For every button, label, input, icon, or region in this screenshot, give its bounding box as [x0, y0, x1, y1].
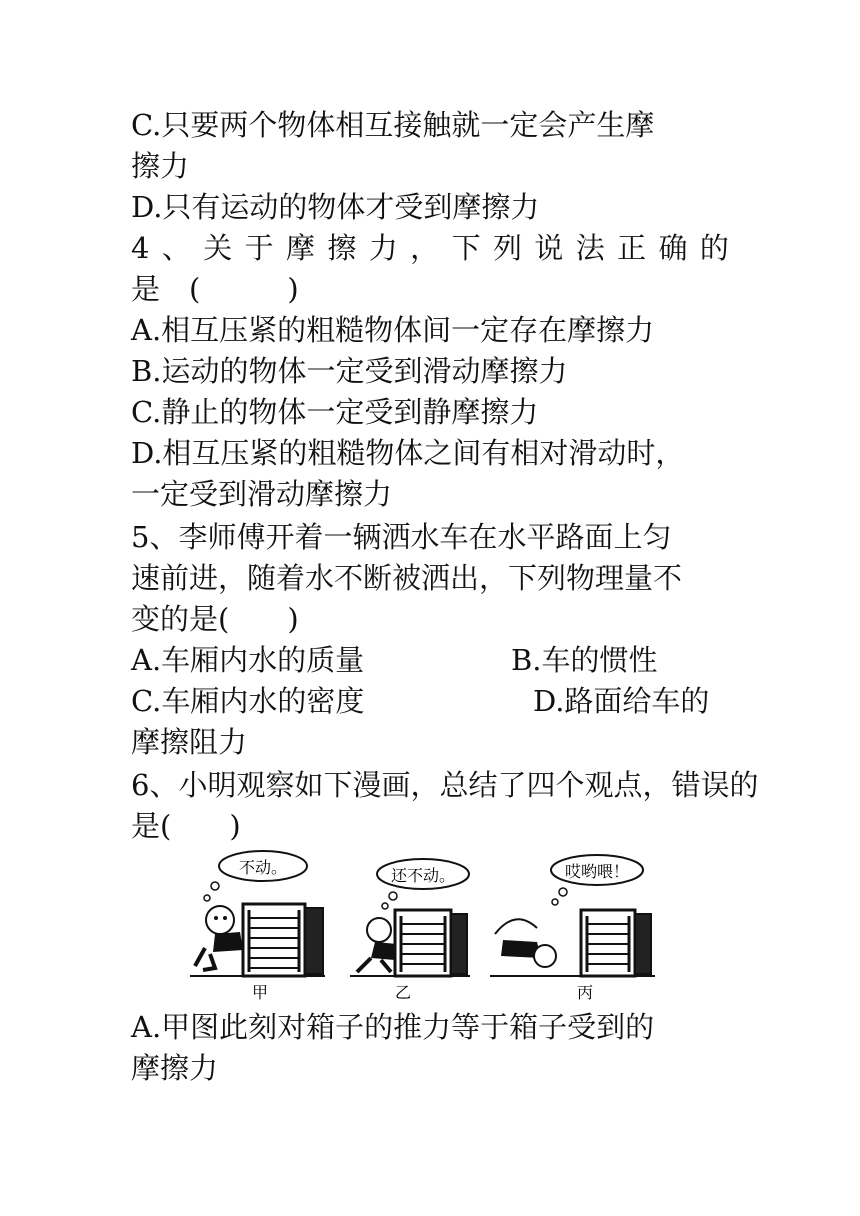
- panel-caption-jia: 甲: [251, 983, 269, 1002]
- question-5-stem-line1: 5、李师傅开着一辆洒水车在水平路面上匀: [131, 520, 672, 554]
- q5-option-c: C.车厢内水的密度: [131, 684, 365, 718]
- bubble-text: 不动。: [238, 858, 288, 877]
- q4-option-d-line2: 一定受到滑动摩擦力: [131, 477, 393, 511]
- q6-option-a-line2: 摩擦力: [131, 1051, 219, 1085]
- panel-caption-yi: 乙: [394, 983, 412, 1002]
- q4-option-c: C.静止的物体一定受到静摩擦力: [131, 395, 539, 429]
- q3-option-c-line2: 擦力: [131, 149, 190, 183]
- q4-option-b: B.运动的物体一定受到滑动摩擦力: [131, 354, 568, 388]
- q4-char: 说: [534, 231, 564, 265]
- question-4-stem-line1: [131, 228, 729, 269]
- panel-jia: [190, 851, 325, 1002]
- question-6-stem-line2: 是( ): [131, 809, 241, 843]
- person-body: [213, 932, 243, 952]
- q5-options-ab: [131, 640, 729, 681]
- question-5-stem-line3: 变的是( ): [131, 602, 299, 636]
- q4-char: 力: [368, 231, 398, 265]
- wooden-box: [243, 904, 305, 976]
- q5-option-b: B.车的惯性: [511, 643, 658, 677]
- bubble-text: 还不动。: [390, 866, 456, 885]
- q4-char: 法: [575, 231, 605, 265]
- q4-char: 正: [617, 231, 647, 265]
- person-head: [206, 906, 234, 934]
- q4-char: 擦: [327, 231, 357, 265]
- q4-char: 列: [492, 231, 522, 265]
- q4-char: 摩: [286, 231, 316, 265]
- person-body: [371, 942, 397, 960]
- q5-option-d-line2: 摩擦阻力: [131, 725, 248, 759]
- q4-char: ，: [410, 231, 440, 265]
- q4-option-d-line1: D.相互压紧的粗糙物体之间有相对滑动时，: [131, 436, 685, 470]
- q3-option-d: D.只有运动的物体才受到摩擦力: [131, 190, 540, 224]
- panel-bing: [490, 855, 655, 1002]
- q5-options-cd: [131, 681, 729, 722]
- question-6-stem-line1: 6、小明观察如下漫画，总结了四个观点，错误的: [131, 768, 759, 802]
- person-head: [534, 945, 556, 967]
- panel-yi: [350, 859, 470, 1002]
- q4-char: 于: [244, 231, 274, 265]
- comic-illustration: [185, 848, 665, 1003]
- q4-char: 关: [203, 231, 233, 265]
- q4-char: 的: [699, 231, 729, 265]
- q4-char: 、: [161, 231, 191, 265]
- person-head: [367, 918, 391, 942]
- q4-char: 确: [658, 231, 688, 265]
- q4-option-a: A.相互压紧的粗糙物体间一定存在摩擦力: [131, 313, 655, 347]
- q3-option-c-line1: C.只要两个物体相互接触就一定会产生摩: [131, 108, 655, 142]
- question-4-stem-line2: 是 ( ): [131, 272, 299, 306]
- q4-char: 4: [131, 231, 150, 265]
- q5-option-d-line1: D.路面给车的: [533, 684, 710, 718]
- q5-option-a: A.车厢内水的质量: [131, 643, 365, 677]
- question-5-stem-line2: 速前进，随着水不断被洒出，下列物理量不: [131, 561, 683, 595]
- q6-option-a-line1: A.甲图此刻对箱子的推力等于箱子受到的: [131, 1010, 655, 1044]
- q4-char: 下: [451, 231, 481, 265]
- bubble-text: 哎哟喂！: [564, 862, 630, 881]
- panel-caption-bing: 丙: [576, 983, 594, 1002]
